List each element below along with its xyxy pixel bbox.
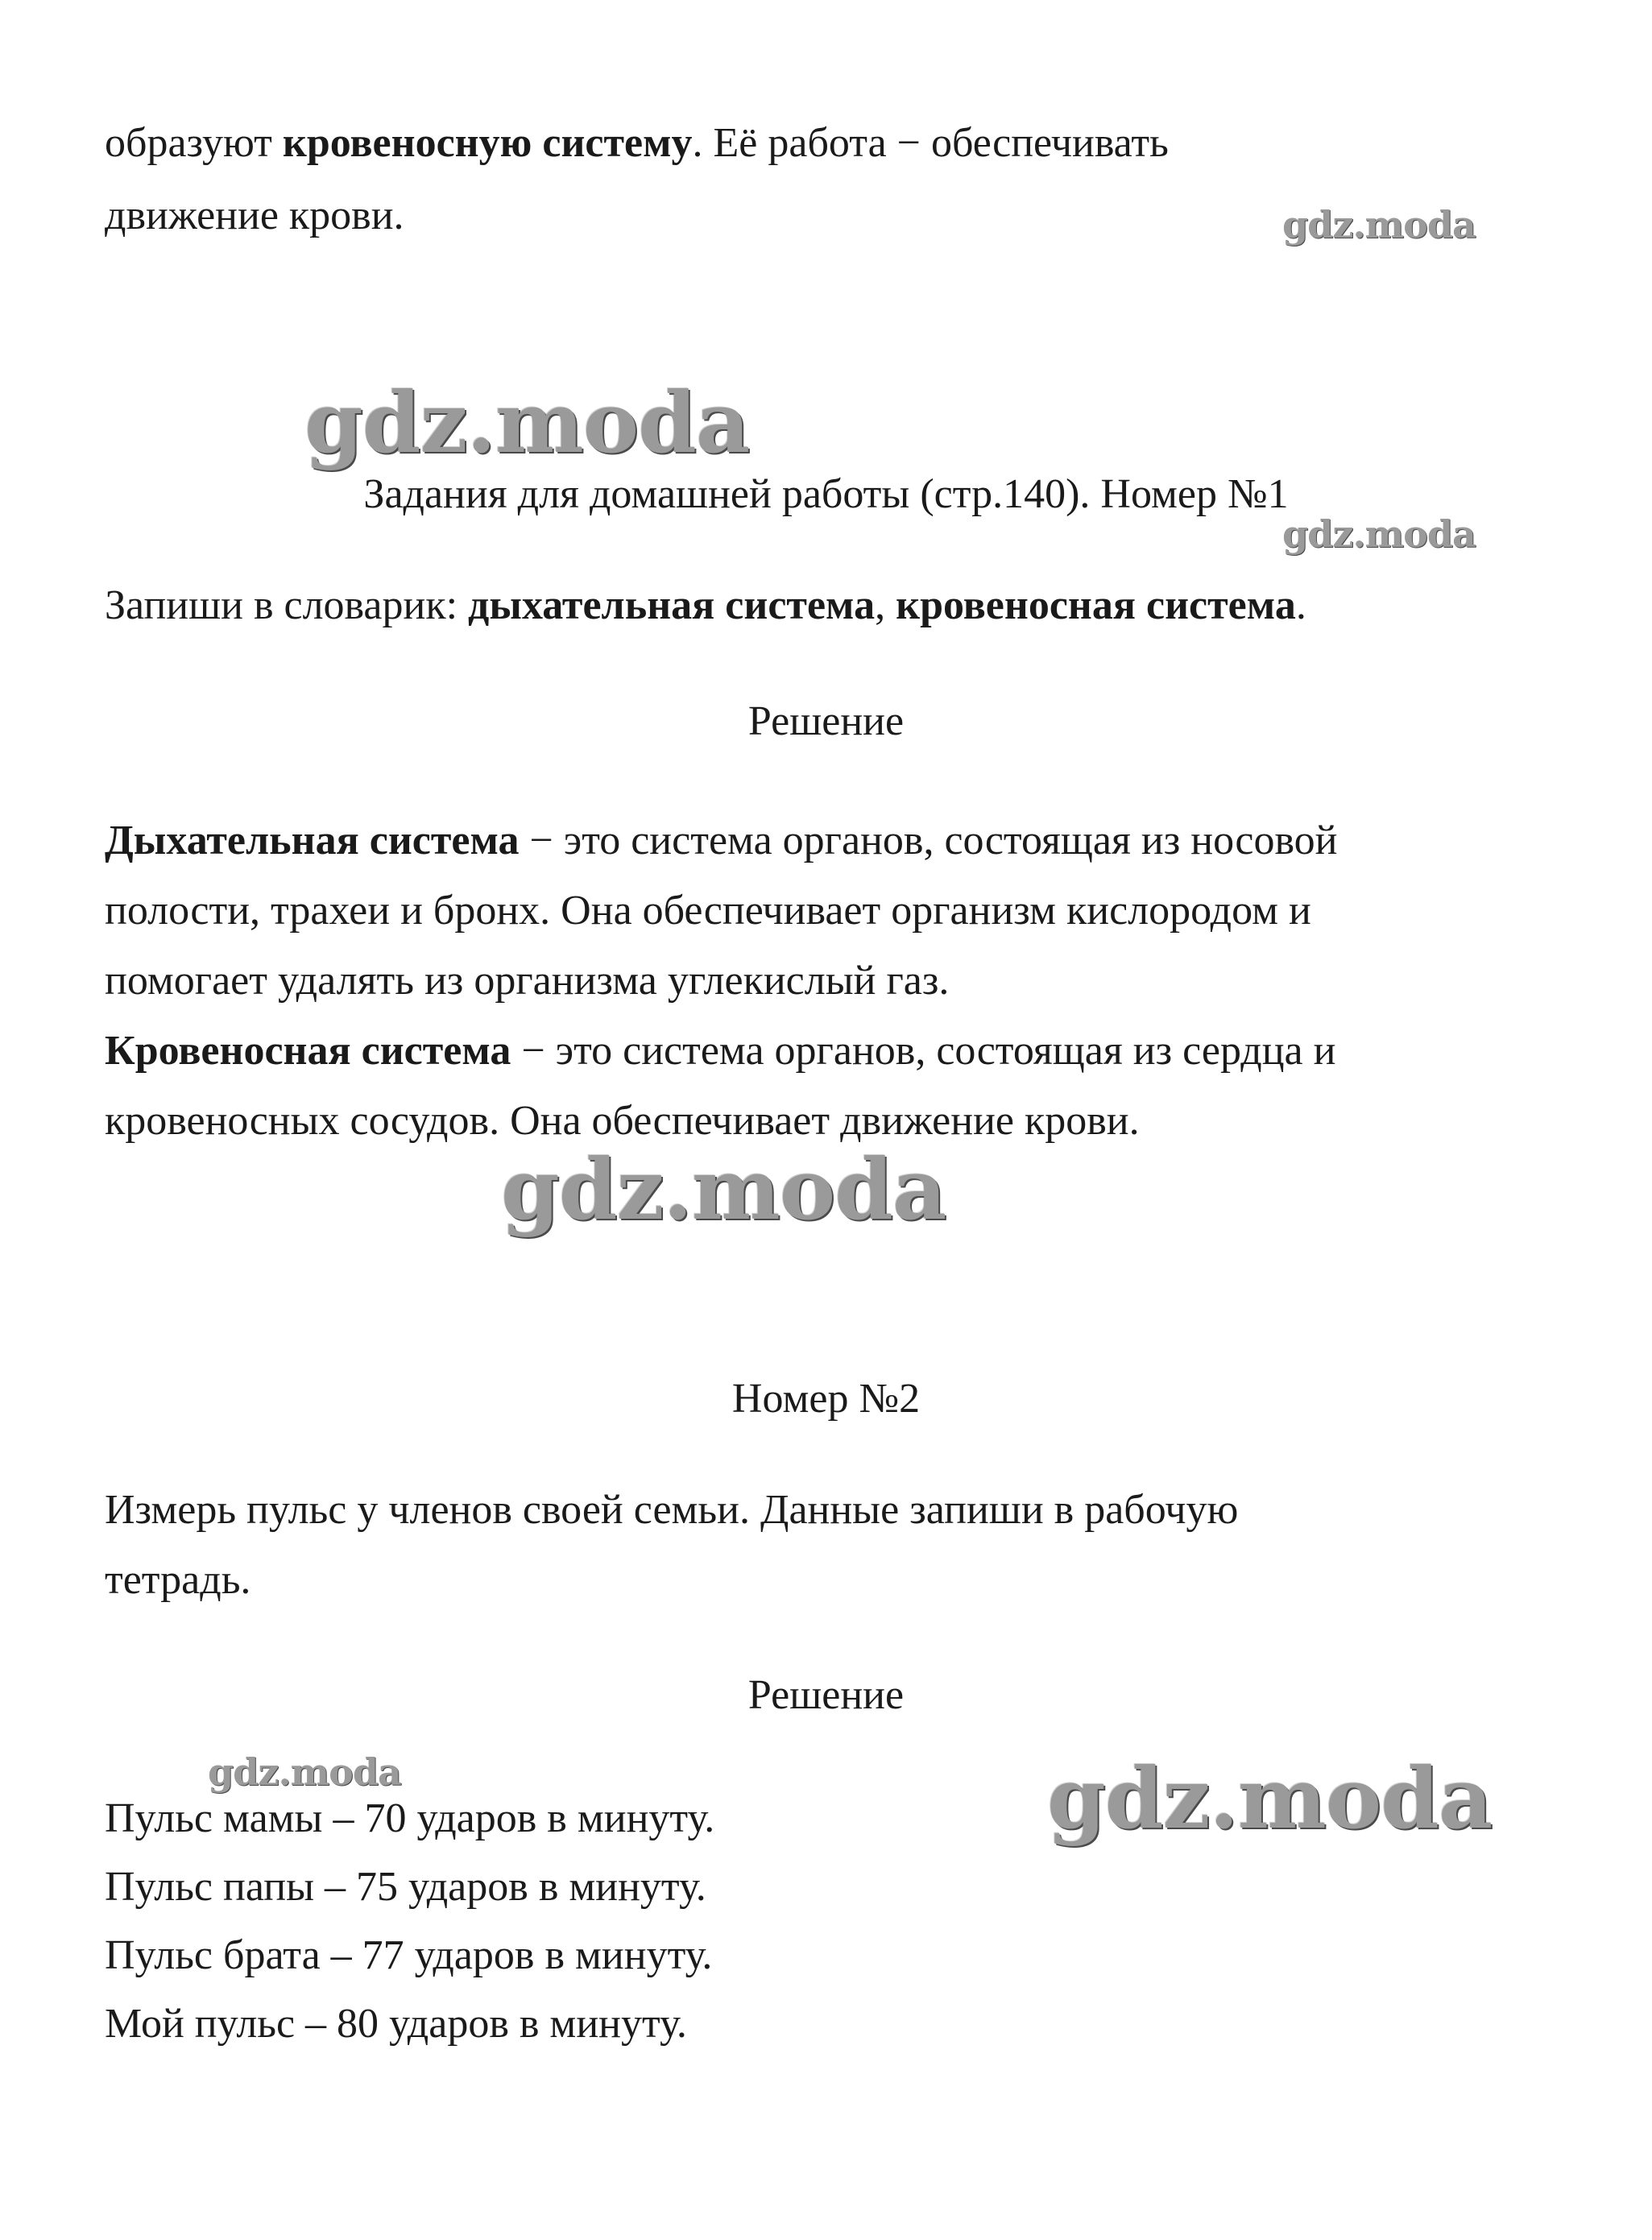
task-1-text — [105, 582, 1306, 630]
solution-1-line-4 — [105, 1027, 1335, 1075]
pulse-line: Мой пульс – 80 ударов в минуту. — [105, 2001, 687, 2047]
watermark: gdz.moda — [304, 373, 750, 472]
solution-2-heading: Решение — [747, 1672, 905, 1718]
definition-term-circulatory: Кровеносная система — [105, 1028, 511, 1074]
intro-term: кровеносную систему — [282, 120, 693, 166]
pulse-line: Пульс брата – 77 ударов в минуту. — [105, 1932, 713, 1978]
pulse-line: Пульс папы – 75 ударов в минуту. — [105, 1864, 706, 1910]
watermark: gdz.moda — [1047, 1749, 1493, 1848]
definition-term-respiratory: Дыхательная система — [105, 818, 520, 863]
definition-text: − это система органов, состоящая из носовой — [519, 818, 1338, 863]
watermark: gdz.moda — [208, 1750, 401, 1794]
solution-1-line-2: полости, трахеи и бронх. Она обеспечивает организм кислородом и — [105, 888, 1311, 934]
task-2-line-1: Измерь пульс у членов своей семьи. Данные запиши в рабочую — [105, 1487, 1239, 1533]
definition-text: − это система органов, состоящая из сердца и — [511, 1028, 1336, 1074]
task-1-period: . — [1295, 582, 1306, 628]
task-1-separator: , — [875, 582, 896, 628]
intro-text: образуют — [105, 120, 283, 166]
task-1-prefix: Запиши в словарик: — [105, 582, 469, 628]
task-header: Задания для домашней работы (стр.140). Номер №1 — [363, 471, 1289, 517]
task-2-header: Номер №2 — [731, 1376, 921, 1422]
task-2-line-2: тетрадь. — [105, 1557, 251, 1603]
solution-1-line-3: помогает удалять из организма углекислый газ. — [105, 958, 950, 1004]
watermark: gdz.moda — [501, 1140, 946, 1239]
pulse-line: Пульс мамы – 70 ударов в минуту. — [105, 1795, 715, 1841]
solution-1-heading: Решение — [747, 698, 905, 744]
intro-line-2: движение крови. — [105, 193, 404, 238]
solution-1-line-1 — [105, 817, 1338, 865]
intro-line-1 — [105, 119, 1169, 168]
solution-1-line-5: кровеносных сосудов. Она обеспечивает движение крови. — [105, 1098, 1140, 1144]
intro-text: . Её работа − обеспечивать — [692, 120, 1169, 166]
watermark: gdz.moda — [1282, 512, 1476, 556]
term-respiratory: дыхательная система — [468, 582, 876, 628]
watermark: gdz.moda — [1282, 203, 1476, 246]
term-circulatory: кровеносная система — [896, 582, 1296, 628]
